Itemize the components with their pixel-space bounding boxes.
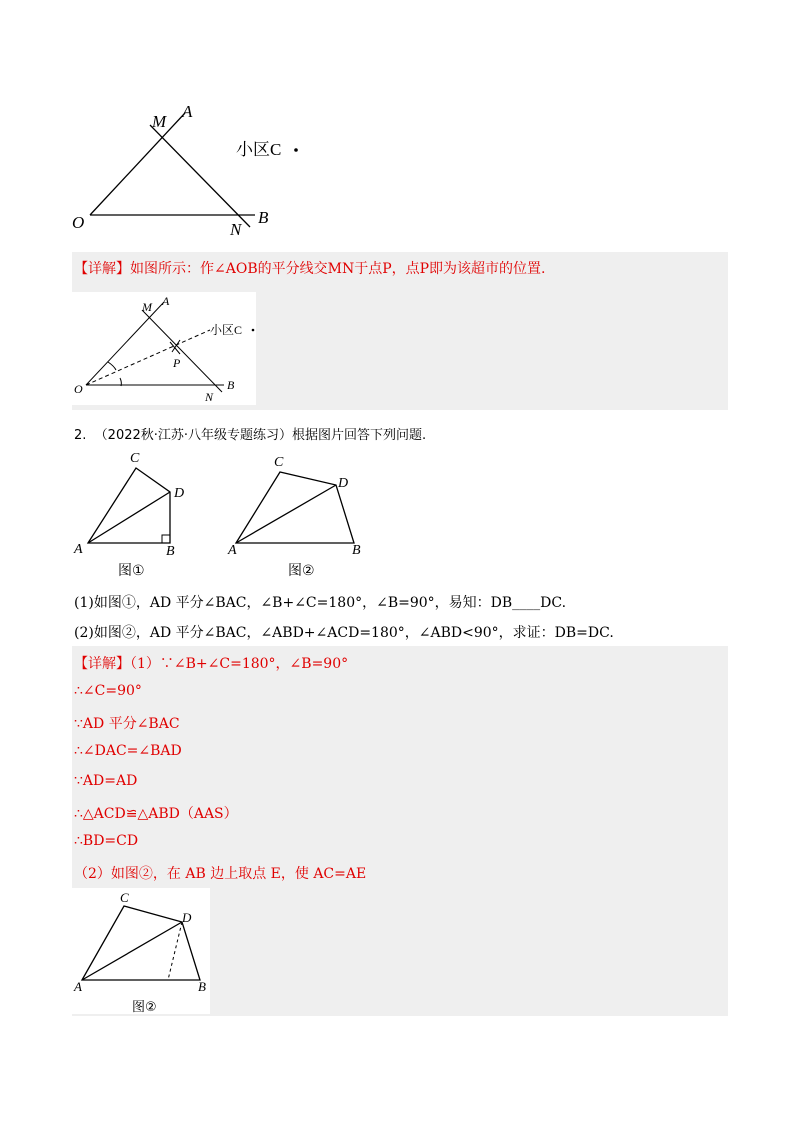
segment-ad [88,492,170,543]
arc-mark-upper [108,362,116,370]
segment-ad [236,485,336,543]
detail-1-tag: 【详解】 [74,261,130,277]
detail-2-line-2: ∴∠C=90° [74,683,142,699]
label-p: P [173,356,181,370]
figure-circle-2-dashed [72,888,210,993]
label-c: C [130,451,140,466]
label-b: B [227,378,235,392]
label-o: O [74,382,83,396]
label-d: D [182,910,192,925]
detail-1-text [74,258,545,278]
figure-circle-1 [72,448,192,578]
question-2-header [74,424,426,443]
label-a: A [74,542,83,557]
label-b: B [258,208,269,227]
detail-1-content: 如图所示：作∠AOB的平分线交MN于点P，点P即为该超市的位置. [130,261,546,277]
segment-de-dashed [168,922,182,980]
figure-1 [60,95,320,245]
segment-ad [82,922,182,980]
sub-question-1: (1)如图①，AD 平分∠BAC，∠B+∠C=180°，∠B=90°，易知：DB____DC. [74,595,567,611]
label-o: O [72,213,85,232]
label-a: A [182,102,193,121]
label-c: C [120,890,129,905]
detail-2-line-1-text: （1）∵∠B+∠C=180°，∠B=90° [130,656,349,672]
label-m: M [152,112,167,131]
figure-3-caption: 图② [132,1000,157,1015]
detail-2-line-8: （2）如图②，在 AB 边上取点 E，使 AC=AE [74,866,367,882]
label-m: M [142,300,152,314]
label-community-c: 小区C [210,323,243,337]
label-community-c: 小区C [236,140,282,159]
point-c [252,329,255,332]
sub-question-2: (2)如图②，AD 平分∠BAC，∠ABD+∠ACD=180°，∠ABD<90°，求证：DB=DC. [74,625,614,641]
detail-2-line-5: ∵AD=AD [74,773,138,789]
detail-2-tag: 【详解】 [74,656,130,672]
right-angle-mark [162,535,170,543]
question-number: 2. [74,428,87,443]
detail-2-line-4: ∴∠DAC=∠BAD [74,743,182,759]
question-source: （2022秋·江苏·八年级专题练习）根据图片回答下列问题. [94,428,427,443]
figure-2 [72,292,256,405]
figure-1-caption: 图① [118,563,145,579]
figure-2-caption: 图② [288,563,315,579]
label-a: A [74,979,82,993]
label-c: C [274,455,284,470]
label-a: A [228,543,237,558]
label-b: B [352,543,361,558]
detail-2-line-3: ∵AD 平分∠BAC [74,716,180,732]
bisector [86,330,210,385]
point-c [294,148,298,152]
label-d: D [174,486,185,501]
label-b: B [198,979,206,993]
label-b: B [166,544,175,559]
label-a: A [162,294,170,308]
label-d: D [338,476,349,491]
detail-2-line-6: ∴△ACD≌△ABD（AAS） [74,806,238,822]
ray-oa [90,113,185,215]
ray-oa [86,302,164,385]
quad-abdc [88,468,170,543]
line-mn [150,125,250,227]
figure-circle-2 [222,450,372,560]
detail-2-line-7: ∴BD=CD [74,833,139,849]
label-n: N [230,220,242,239]
label-n: N [205,390,214,404]
detail-2-line-1 [74,653,348,673]
